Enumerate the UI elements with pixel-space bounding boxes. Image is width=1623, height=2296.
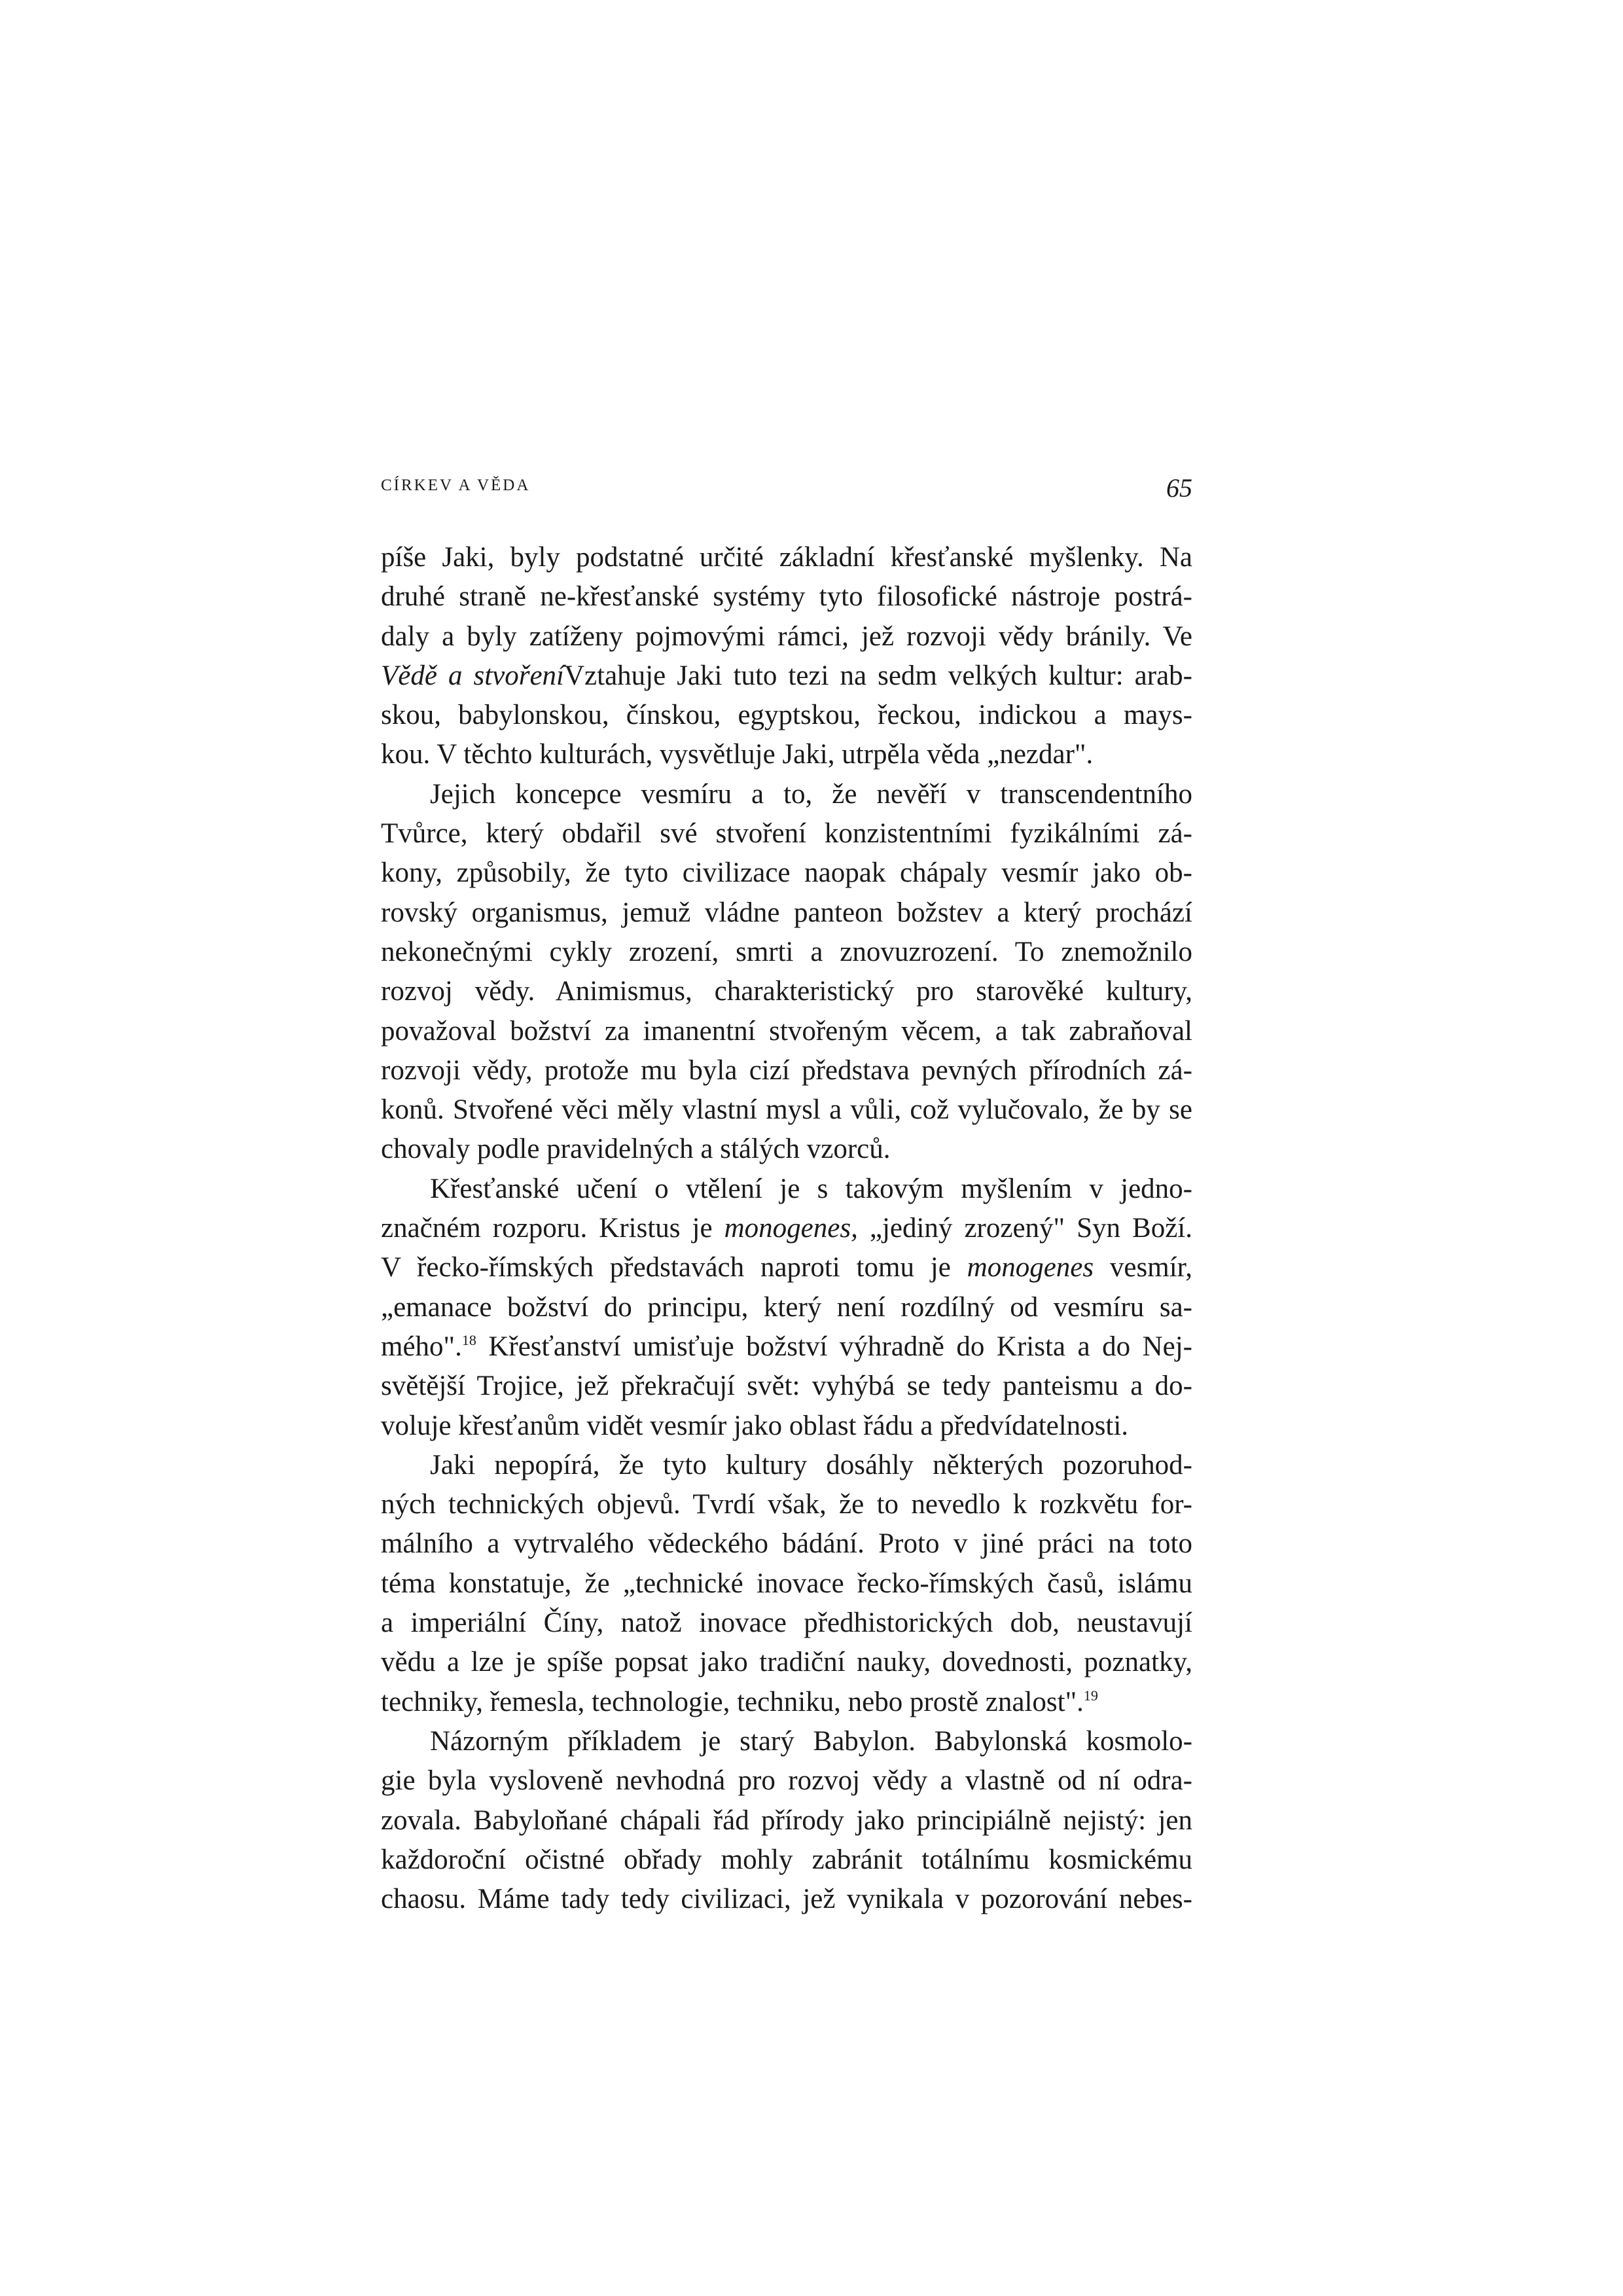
- text-span: mého".: [381, 1331, 462, 1362]
- running-head: CÍRKEV A VĚDA: [381, 476, 531, 494]
- text-span: Křesťanství umisťuje božství výhradně do Krista a do Nej-: [476, 1331, 1192, 1362]
- text-line: a imperiální Číny, natož inovace předhistorických dob, neustavují: [381, 1607, 1192, 1639]
- text-line: zovala. Babyloňané chápali řád přírody jako principiálně nejistý: jen: [381, 1804, 1192, 1836]
- text-line: konů. Stvořené věci měly vlastní mysl a vůli, což vylučovalo, že by se: [381, 1094, 1192, 1126]
- text-line: chaosu. Máme tady tedy civilizaci, jež vynikala v pozorování nebes-: [381, 1884, 1192, 1915]
- text-line: každoroční očistné obřady mohly zabránit totálnímu kosmickému: [381, 1844, 1192, 1875]
- text-line: Názorným příkladem je starý Babylon. Babylonská kosmolo-: [430, 1725, 1192, 1757]
- text-line: kony, způsobily, že tyto civilizace naopak chápaly vesmír jako ob-: [381, 857, 1192, 889]
- text-line: „emanace božství do principu, který není rozdílný od vesmíru sa-: [381, 1291, 1192, 1323]
- text-line: rozvoj vědy. Animismus, charakteristický pro starověké kultury,: [381, 976, 1192, 1007]
- text-line: považoval božství za imanentní stvořeným věcem, a tak zabraňoval: [381, 1015, 1192, 1047]
- text-line: téma konstatuje, že „technické inovace řecko-římských časů, islámu: [381, 1568, 1192, 1599]
- text-line: druhé straně ne-křesťanské systémy tyto filosofické nástroje postrá-: [381, 581, 1192, 613]
- page-number: 65: [1166, 473, 1192, 503]
- text-line: málního a vytrvalého vědeckého bádání. Proto v jiné práci na toto: [381, 1528, 1192, 1560]
- text-line: chovaly podle pravidelných a stálých vzorců.: [381, 1134, 891, 1165]
- text-span: Vztahuje Jaki tuto tezi na sedm velkých kultur: arab-: [564, 660, 1192, 691]
- text-span: značném rozporu. Kristus je: [381, 1213, 724, 1244]
- text-line: Tvůrce, který obdařil své stvoření konzistentními fyzikálními zá-: [381, 818, 1192, 850]
- text-line: [381, 1683, 1192, 1722]
- book-title-italic: Vědě a stvoření: [381, 660, 564, 691]
- text-line: rovský organismus, jemuž vládne panteon božstev a který prochází: [381, 897, 1192, 928]
- text-line: Křesťanské učení o vtělení je s takovým myšlením v jedno-: [430, 1173, 1192, 1204]
- body-text: [381, 538, 1192, 1919]
- text-span: techniky, řemesla, technologie, techniku, nebo prostě znalost".: [381, 1686, 1084, 1717]
- text-line: [381, 656, 1192, 696]
- text-line: nekonečnými cykly zrození, smrti a znovuzrození. To znemožnilo: [381, 936, 1192, 967]
- text-line: kou. V těchto kulturách, vysvětluje Jaki, utrpěla věda „nezdar".: [381, 739, 1094, 770]
- text-line: píše Jaki, byly podstatné určité základní křesťanské myšlenky. Na: [381, 542, 1192, 573]
- text-line: [381, 1327, 1192, 1367]
- text-line: daly a byly zatíženy pojmovými rámci, jež rozvoji vědy bránily. Ve: [381, 620, 1192, 652]
- text-span: vesmír,: [1094, 1252, 1192, 1283]
- text-line: gie byla vysloveně nevhodná pro rozvoj vědy a vlastně od ní odra-: [381, 1765, 1192, 1797]
- text-span: „jediný zrozený" Syn Boží.: [857, 1213, 1192, 1244]
- footnote-ref: 18: [461, 1331, 476, 1348]
- footnote-ref: 19: [1083, 1687, 1098, 1704]
- text-line: skou, babylonskou, čínskou, egyptskou, řeckou, indickou a mays-: [381, 700, 1192, 731]
- text-line: rozvoji vědy, protože mu byla cizí představa pevných přírodních zá-: [381, 1054, 1192, 1086]
- text-line: vědu a lze je spíše popsat jako tradiční nauky, dovednosti, poznatky,: [381, 1647, 1192, 1678]
- text-line: [381, 1248, 1192, 1287]
- text-line: světější Trojice, jež překračují svět: vyhýbá se tedy panteismu a do-: [381, 1371, 1192, 1402]
- text-line: Jaki nepopírá, že tyto kultury dosáhly některých pozoruhod-: [430, 1449, 1192, 1480]
- page-header: [381, 473, 1192, 512]
- text-line: ných technických objevů. Tvrdí však, že to nevedlo k rozkvětu for-: [381, 1489, 1192, 1520]
- text-line: voluje křesťanům vidět vesmír jako oblast řádu a předvídatelnosti.: [381, 1410, 1129, 1441]
- text-span: V řecko-římských představách naproti tomu je: [381, 1252, 967, 1283]
- italic-term: monogenes: [967, 1252, 1094, 1283]
- text-line: [381, 1209, 1192, 1248]
- italic-term: monogenes,: [724, 1213, 858, 1244]
- text-line: Jejich koncepce vesmíru a to, že nevěří v transcendentního: [430, 778, 1192, 810]
